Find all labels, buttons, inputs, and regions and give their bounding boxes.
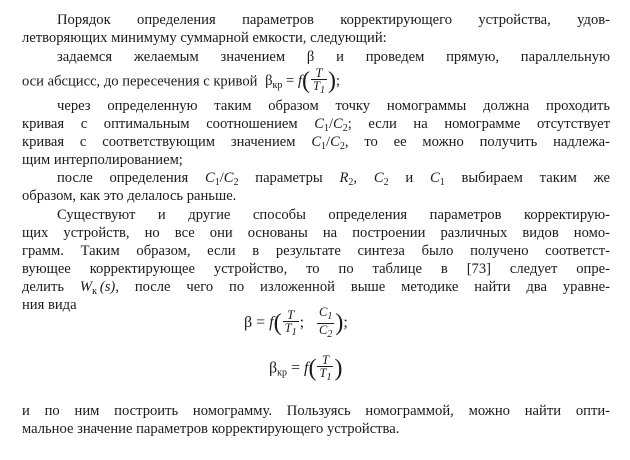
text-line: и по ним построить номограмму. Пользуясь номограммой, можно найти опти- [22,403,610,419]
text-line: через определенную таким образом точку номограммы должна проходить [57,98,610,114]
text-line: щим интерполированием; [22,152,183,168]
text-line: мальное значение параметров корректирующего устройства. [22,421,400,437]
text-line: Порядок определения параметров корректирующего устройства, удов- [57,12,610,28]
text-line: вующее корректирующее устройство, то по таблице в [73] следует опре- [22,261,610,277]
formula-beta-kr-inline: $\beta_{кр} = f$( $\frac{T}{T_1}$ ); [265,66,341,96]
text-line: ния вида [22,297,77,313]
text-line: оси абсцисс, до пересечения с кривой $\beta_{кр} = f$( $\frac{T}{T_1}$ ); [22,66,341,96]
text-line: задаемся желаемым значением β и проведем прямую, параллельную [57,49,610,65]
text-line: кривая с соответствующим значением $C_1/C_2$, то ее можно получить надлежа- [22,134,610,152]
text-line: щих устройств, но все они основаны на построении различных видов номо- [22,225,610,241]
text-line: после определения $C_1/C_2$ параметры $R_2$, $C_2$ и $C_1$ выбираем таким же [57,170,610,188]
text-line: делить $W_к$ (s), после чего по изложенной выше методике найти два уравне- [22,279,610,297]
text-line: образом, как это делалось раньше. [22,188,237,204]
text-line: кривая с оптимальным соотношением $C_1/C_2$; если на номограмме отсутствует [22,116,610,134]
text-line: грамм. Таким образом, если в результате синтеза было получено соответст- [22,243,610,259]
text-line: Существуют и другие способы определения параметров корректирую- [57,207,610,223]
formula-beta-kr: $\beta_{кр} = f$( $\frac{T}{T_1}$ ) [269,353,343,383]
formula-beta: β = f( $\frac{T}{T_1}$ ; $\frac{C_1}{C_2}$ ); [244,305,348,340]
text-line: летворяющих минимуму суммарной емкости, следующий: [22,30,387,46]
